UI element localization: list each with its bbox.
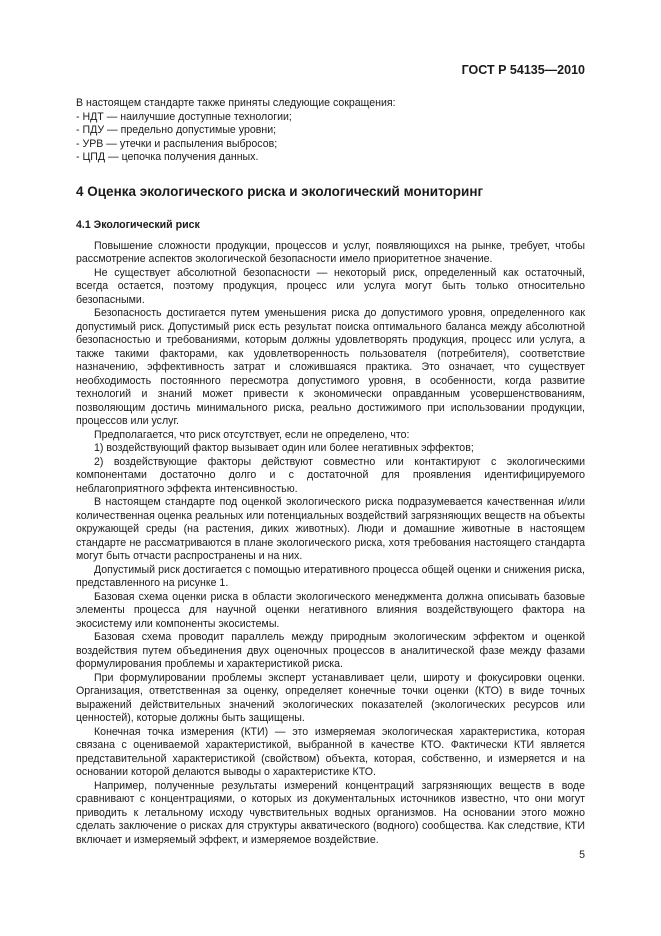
paragraph: Не существует абсолютной безопасности — некоторый риск, определенный как остаточный, всегда остается, поэтому продукция, процесс или услуга могут быть только относительно безопасными. (76, 266, 585, 306)
list-condition-item: 1) воздействующий фактор вызывает один или более негативных эффектов; (94, 442, 474, 454)
abbreviation-item: - ПДУ — предельно допустимые уровни; (76, 124, 277, 136)
paragraph: Допустимый риск достигается с помощью итеративного процесса общей оценки и снижения риска, представленного на рисунке 1. (76, 563, 585, 589)
section-title: 4 Оценка экологического риска и экологический мониторинг (76, 183, 484, 199)
paragraph: Предполагается, что риск отсутствует, если не определено, что: (94, 428, 410, 441)
abbreviation-item: - ЦПД — цепочка получения данных. (76, 151, 259, 163)
document-code: ГОСТ Р 54135—2010 (461, 63, 585, 77)
abbreviations-intro: В настоящем стандарте также приняты следующие сокращения: (76, 97, 396, 109)
abbreviation-item: - УРВ — утечки и распыления выбросов; (76, 137, 278, 150)
paragraph: Базовая схема проводит параллель между природным экологическим эффектом и оценкой воздействия путем объединения двух оценочных процессов в аналитической фазе между фазами формулирования проблемы и характеристикой риска. (76, 631, 585, 670)
paragraph: При формулировании проблемы эксперт устанавливает цели, широту и фокусировки оценки. Организация, ответственная за оценку, определяет конечные точки оценки (КТО) в виде точных выражений действительных значений экологических показателей (экологических ресурсов или ценностей), которые должны быть защищены. (76, 671, 585, 724)
paragraph: Базовая схема оценки риска в области экологического менеджмента должна описывать базовые элементы процесса для научной оценки негативного влияния воздействующего фактора на экосистему или компоненты экосистемы. (76, 590, 585, 630)
abbreviations-list (76, 111, 585, 165)
page-number: 5 (579, 849, 585, 861)
paragraph: Безопасность достигается путем уменьшения риска до допустимого уровня, определенного как допустимый риск. Допустимый риск есть результат поиска оптимального баланса между абсолютной безопасностью и требованиями, которым должны удовлетворять продукция, процесс или услуга, а также такими факторами, как удовлетворенность пользователя (потребителя), соответствие назначению, эффективность затрат и сложившаяся практика. Это означает, что существует необходимость постоянного пересмотра допустимого уровня, в особенности, когда развитие технологий и знаний может привести к экономически оправданным усовершенствованиям, позволяющим достичь минимального риска, реально достижимого при использовании продукции, процессов или услуг. (76, 307, 585, 427)
paragraph: Конечная точка измерения (КТИ) — это измеряемая экологическая характеристика, которая связана с оцениваемой характеристикой, выбранной в качестве КТО. Фактически КТИ является представительной характеристикой (свойством) объекта, которая, собственно, и измеряется и на основании которой делаются выводы о характеристике КТО. (76, 725, 585, 778)
paragraph: Повышение сложности продукции, процессов и услуг, появляющихся на рынке, требует, чтобы рассмотрение аспектов экологической безопасности имело приоритетное значение. (76, 239, 585, 265)
subsection-title: 4.1 Экологический риск (76, 219, 200, 231)
list-condition-item: 2) воздействующие факторы действуют совместно или контактируют с экологическими компонентами достаточно долго и с достаточной для проявления идентифицируемого неблагоприятного эффекта интенсивностью. (76, 455, 585, 495)
abbreviation-item: - НДТ — наилучшие доступные технологии; (76, 110, 292, 123)
paragraph: Например, полученные результаты измерений концентраций загрязняющих веществ в воде сравнивают с концентрациями, о которых из документальных источников известно, что они могут приводить к летальному исходу чувствительных водных организмов. На основании этого можно сделать заключение о рисках для структуры акватического (водного) сообщества. Как следствие, КТИ включает и измеряемый эффект, и измеряемое воздействие. (76, 779, 585, 846)
paragraph: В настоящем стандарте под оценкой экологического риска подразумевается качественная и/или количественная оценка реальных или потенциальных воздействий загрязняющих веществ на объекты окружающей среды (на растения, диких животных). Люди и домашние животные в настоящем стандарте не рассматриваются в плане экологического риска, хотя требования настоящего стандарта могут быть отчасти распространены и на них. (76, 496, 585, 562)
page-content (76, 97, 585, 847)
